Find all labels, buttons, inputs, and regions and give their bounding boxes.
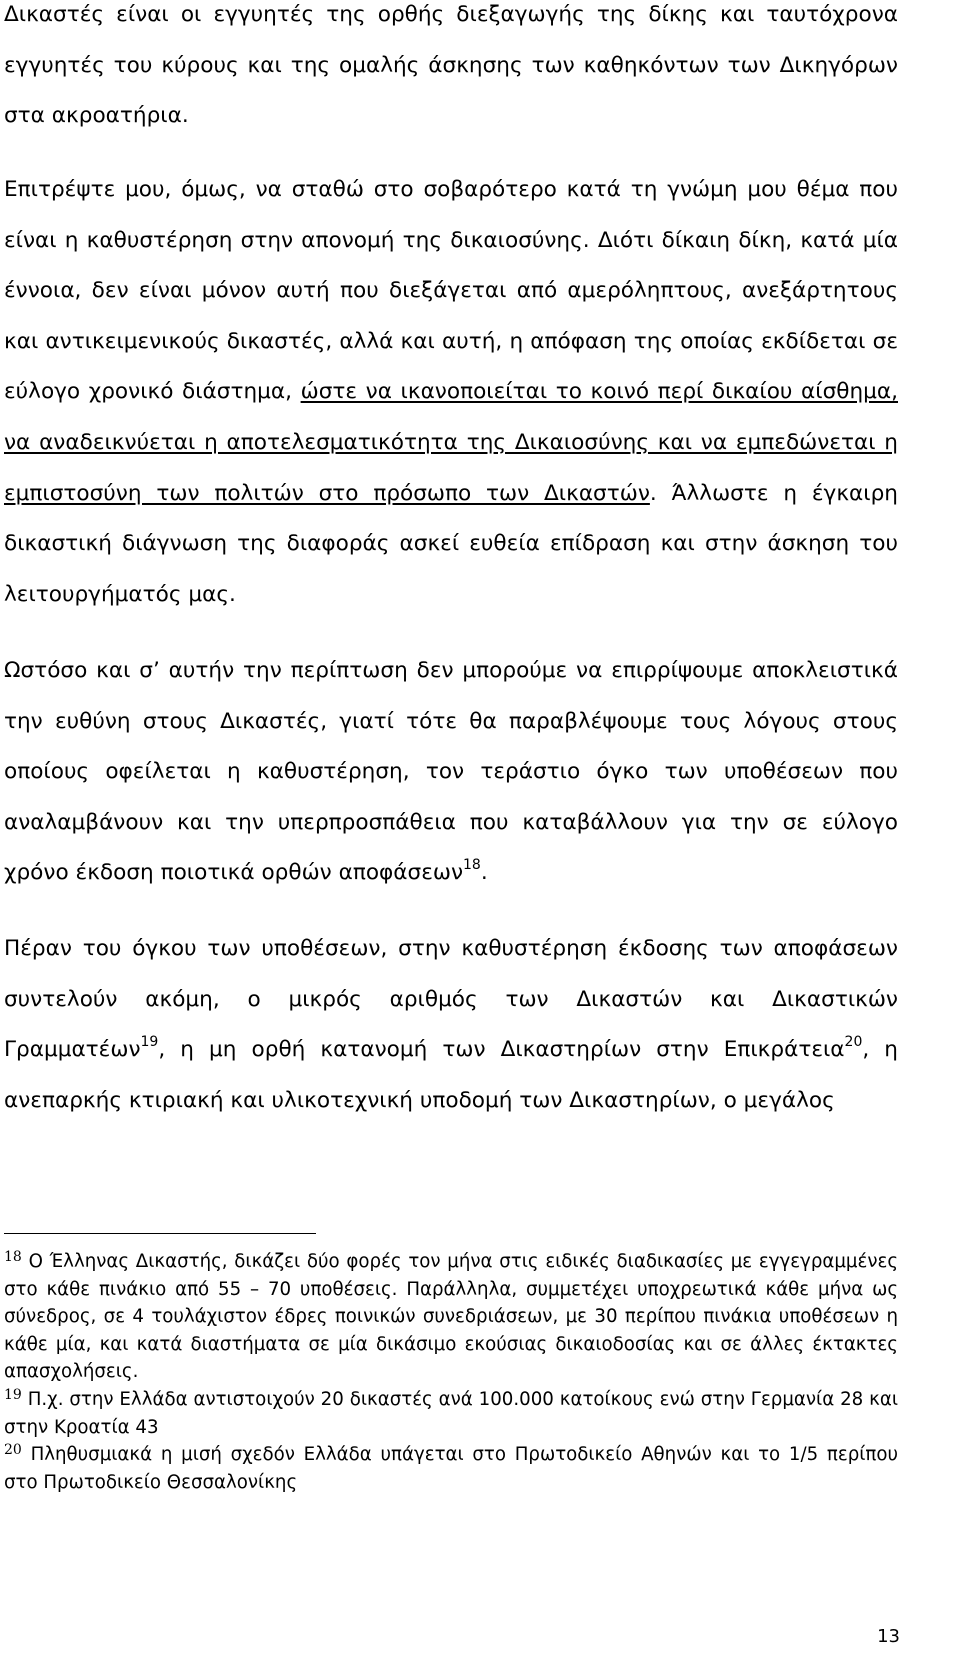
footnote-number: 19	[4, 1386, 22, 1403]
paragraph-2	[4, 165, 898, 620]
paragraph-2-text-b: . Άλλωστε η έγκαιρη δικαστική διάγνωση της διαφοράς ασκεί ευθεία επίδραση και στην άσκηση του λειτουργήματός μας.	[4, 480, 898, 607]
footnote-number: 18	[4, 1249, 22, 1265]
footnote-20	[4, 1441, 898, 1496]
paragraph-4-text-b: , η μη ορθή κατανομή των Δικαστηρίων στην Επικράτεια	[158, 1037, 845, 1063]
page-number: 13	[877, 1626, 900, 1647]
footnote-ref-20: 20	[844, 1034, 863, 1051]
paragraph-4-text-a: Πέραν του όγκου των υποθέσεων, στην καθυστέρηση έκδοσης των αποφάσεων συντελούν ακόμη, ο μικρός αριθμός των Δικαστών και Δικαστικών Γραμματέων	[4, 936, 898, 1063]
paragraph-3	[4, 646, 898, 899]
footnote-text: Πληθυσμιακά η μισή σχεδόν Ελλάδα υπάγεται στο Πρωτοδικείο Αθηνών και το 1/5 περίπου στο Πρωτοδικείο Θεσσαλονίκης	[4, 1444, 898, 1493]
footnotes	[4, 1248, 898, 1496]
paragraph-4-text-c: , η ανεπαρκής κτιριακή και υλικοτεχνική υποδομή των Δικαστηρίων, ο μεγάλος	[4, 1037, 898, 1113]
footnote-18	[4, 1248, 898, 1386]
footnote-text: Ο Έλληνας Δικαστής, δικάζει δύο φορές τον μήνα στις ειδικές διαδικασίες με εγγεγραμμένες στο κάθε πινάκιο από 55 – 70 υποθέσεις. Παράλληλα, συμμετέχει υποχρεωτικά κάθε μήνα ως σύνεδρος, σε 4 τουλάχιστον έδρες ποινικών συνεδριάσεων, με 30 περίπου πινάκια υποθέσεων η κάθε μία, και κατά διαστήματα σε μία δικάσιμο εκούσιας δικαιοδοσίας και σε άλλες έκτακτες απασχολήσεις.	[4, 1251, 898, 1383]
paragraph-3-end: .	[480, 860, 488, 886]
footnote-ref-19: 19	[140, 1034, 159, 1051]
underlined-passage: ώστε να ικανοποιείται το κοινό περί δικαίου αίσθημα, να αναδεικνύεται η αποτελεσματικότητα της Δικαιοσύνης και να εμπεδώνεται η εμπιστοσύνη των πολιτών στο πρόσωπο των Δικαστών	[4, 379, 898, 506]
paragraph-2-text-a: Επιτρέψτε μου, όμως, να σταθώ στο σοβαρότερο κατά τη γνώμη μου θέμα που είναι η καθυστέρηση στην απονομή της δικαιοσύνης. Διότι δίκαιη δίκη, κατά μία έννοια, δεν είναι μόνον αυτή που διεξάγεται από αμερόληπτους, ανεξάρτητους και αντικειμενικούς δικαστές, αλλά και αυτή, η απόφαση της οποίας εκδίδεται σε εύλογο χρονικό διάστημα,	[4, 177, 898, 405]
footnote-text: Π.χ. στην Ελλάδα αντιστοιχούν 20 δικαστές ανά 100.000 κατοίκους ενώ στην Γερμανία 28 και στην Κροατία 43	[4, 1388, 898, 1438]
paragraph-4	[4, 924, 898, 1126]
footnote-separator	[4, 1233, 316, 1234]
paragraph-3-text: Ωστόσο και σ’ αυτήν την περίπτωση δεν μπορούμε να επιρρίψουμε αποκλειστικά την ευθύνη στους Δικαστές, γιατί τότε θα παραβλέψουμε τους λόγους στους οποίους οφείλεται η καθυστέρηση, τον τεράστιο όγκο των υποθέσεων που αναλαμβάνουν και την υπερπροσπάθεια που καταβάλλουν για την σε εύλογο χρόνο έκδοση ποιοτικά ορθών αποφάσεων	[4, 658, 898, 886]
footnote-19	[4, 1386, 898, 1441]
footnote-number: 20	[4, 1442, 22, 1459]
paragraph-1: Δικαστές είναι οι εγγυητές της ορθής διεξαγωγής της δίκης και ταυτόχρονα εγγυητές του κύρους και της ομαλής άσκησης των καθηκόντων των Δικηγόρων στα ακροατήρια.	[4, 2, 898, 129]
footnote-ref-18: 18	[463, 857, 481, 874]
